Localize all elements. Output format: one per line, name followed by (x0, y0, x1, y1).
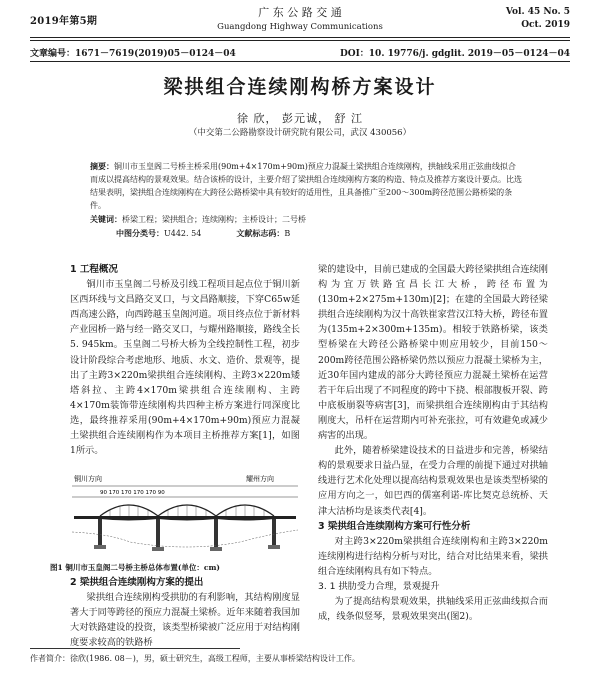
author-footnote: 作者简介：徐欣(1986. 08－)，男，硕士研究生，高级工程师，主要从事桥梁结构设计工作。 (30, 654, 360, 663)
figure-span-dims: 90 170 170 170 170 90 (100, 490, 165, 496)
piers (98, 519, 276, 547)
abstract-text: 摘要：铜川市玉皇阁二号桥主桥采用(90m+4×170m+90m)预应力混凝土梁拱组合连续刚构，拱轴线采用正弦曲线拟合而成以提高结构的景观效果。结合该桥的设计，主要介绍了梁拱组合连续刚构方案的构造、特点及推荐方案设计要点。比选结果表明，梁拱组合连续刚构在大跨径公路桥梁中具有较好的适用性，且具备推广至200～300m跨径范围公路桥梁的条件。 (90, 161, 522, 210)
header-rule-thin (30, 40, 570, 41)
deck-girder (74, 516, 296, 521)
bridge-elevation-figure (70, 472, 300, 560)
section-3-heading: 3 梁拱组合连续刚构方案可行性分析 (318, 520, 471, 532)
left-column-top (70, 262, 300, 458)
affiliation: （中交第二公路勘察设计研究院有限公司，武汉 430056） (188, 128, 412, 138)
volume-info (506, 6, 570, 32)
right-paragraph-1: 梁的建设中，目前已建成的全国最大跨径梁拱组合连续刚构为宜万铁路宜昌长江大桥，跨径布置为(130m+2×275m+130m)[2]；在建的全国最大跨径梁拱组合连续刚构为汉十高铁崔家营汉江特大桥，跨径布置为(135m+2×300m+135m)。相较于铁路桥梁，该类型桥梁在大跨径公路桥梁中则应用较少，目前150～200m跨径范围公路桥梁仍然以预应力混凝土梁桥为主，近30年国内建成的部分大跨径预应力混凝土梁桥在运营若干年后出现了不同程度的跨中下挠、根部腹板开裂、跨中底板崩裂等病害[3]，而梁拱组合连续刚构由于其结构刚度大，吊杆在运营期内可补充张拉，可有效避免或减少病害的出现。 (318, 264, 548, 442)
section-3-paragraph: 对主跨3×220m梁拱组合连续刚构和主跨3×220m连续刚构进行结构分析与对比，结合对比结果来看，梁拱组合连续刚构具有如下特点。 (318, 535, 548, 577)
right-column (318, 262, 548, 624)
section-2-paragraph: 梁拱组合连续刚构受拱肋的有利影响，其结构刚度显著大于同等跨径的预应力混凝土梁桥。近年来随着我国加大对铁路建设的投资，该类型桥梁被广泛应用于对结构刚度要求较高的铁路桥 (70, 592, 300, 649)
article-number: 文章编号：1671－7619(2019)05－0124－04 (30, 49, 236, 59)
subsection-3-1-paragraph: 为了提高结构景观效果，拱轴线采用正弦曲线拟合而成，线条似竖琴，景观效果突出(图2)。 (318, 596, 548, 623)
subsection-3-1-heading: 3. 1 拱肋受力合理，景观提升 (318, 580, 440, 592)
figure-left-label: 铜川方向 (74, 475, 102, 483)
issue-label: 2019年第5期 (30, 16, 98, 27)
header-rule (30, 37, 570, 38)
left-column-bottom (70, 575, 300, 650)
journal-name-en: Guangdong Highway Communications (217, 22, 383, 32)
right-paragraph-2: 此外，随着桥梁建设技术的日益进步和完善，桥梁结构的景观要求日益凸显，在受力合理的前提下通过对拱轴线进行艺术化处理以提高结构景观效果也是该类型桥梁的应用方向之一，如巴西的儒塞利诺-库比契克总统桥、天津大沽桥均是该类代表[4]。 (318, 445, 548, 517)
journal-name-cn: 广 东 公 路 交 通 (258, 6, 342, 19)
keywords: 关键词：桥梁工程；梁拱组合；连续刚构；主桥设计；二号桥 (90, 214, 306, 224)
ground-line (72, 530, 298, 547)
footnote-rule (30, 648, 240, 649)
abstract-block (90, 160, 522, 240)
authors: 徐 欣， 彭元诚， 舒 江 (237, 112, 363, 125)
doi: DOI：10. 19776/j. gdglit. 2019－05－0124－04 (339, 49, 570, 59)
paper-title: 梁拱组合连续刚构桥方案设计 (163, 76, 437, 98)
section-1-heading: 1 工程概况 (70, 264, 118, 275)
figure-1-caption: 图1 铜川市玉皇阁二号桥主桥总体布置(单位：cm) (50, 563, 220, 572)
volume-number: Vol. 45 No. 5 (505, 7, 570, 17)
section-1-paragraph: 铜川市玉皇阁二号桥及引线工程项目起点位于铜川新区西环线与文昌路交叉口，与文昌路顺接，下穿C65w延西高速公路，向西跨越玉皇阁河道。项目终点位于新材料产业园桥一路与经一路交叉口，与耀州路顺接，路线全长5. 945km。玉皇阁二号桥大桥为全线控制性工程，初步设计阶段综合考虑地形、地质、水文、造价、景观等，提出了主跨3×220m梁拱组合连续刚构、主跨3×220m矮塔斜拉、主跨4×170m梁拱组合连续刚构、主跨4×170m装饰带连续刚构共四种主桥方案进行同深度比选，最终推荐采用(90m+4×170m+90m)预应力混凝土梁拱组合连续刚构作为本项目主桥推荐方案[1]，如图1所示。 (70, 279, 300, 457)
meta-rule (30, 61, 570, 62)
classification: 中图分类号：U442. 54 文献标志码：B (116, 228, 291, 238)
figure-right-label: 耀州方向 (246, 475, 274, 483)
issue-date: Oct. 2019 (521, 20, 570, 30)
section-2-heading: 2 梁拱组合连续刚构方案的提出 (70, 577, 204, 588)
